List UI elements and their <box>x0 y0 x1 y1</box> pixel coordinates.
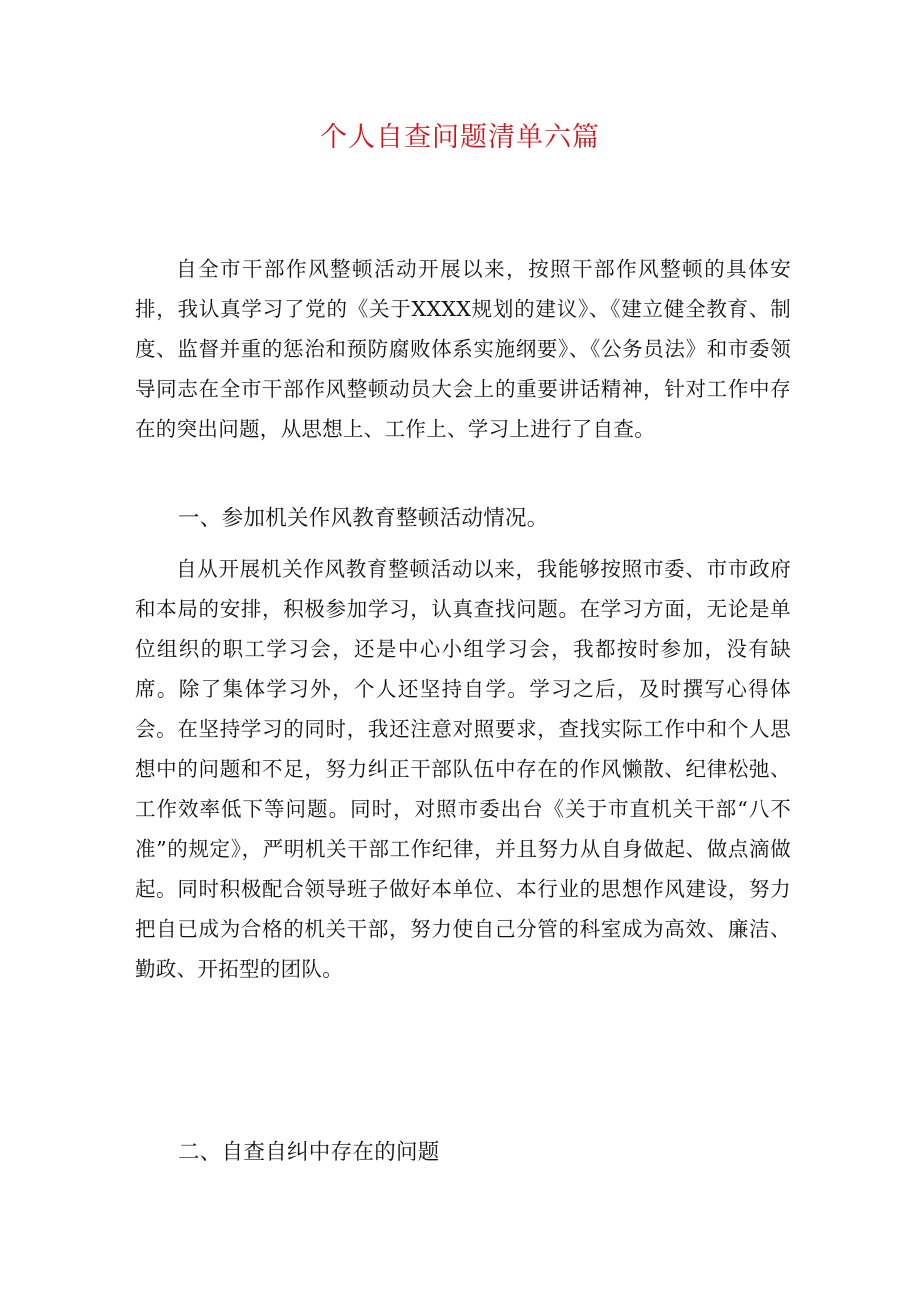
section-heading-2: 二、自查自纠中存在的问题 <box>178 1140 440 1165</box>
section-heading-1: 一、参加机关作风教育整顿活动情况。 <box>178 506 549 531</box>
document-title: 个人自查问题清单六篇 <box>320 122 600 153</box>
section-1-paragraph: 自从开展机关作风教育整顿活动以来，我能够按照市委、市市政府和本局的安排，积极参加学习，认真查找问题。在学习方面，无论是单位组织的职工学习会，还是中心小组学习会，我都按时参加，没有缺席。除了集体学习外，个人还坚持自学。学习之后，及时撰写心得体会。在坚持学习的同时，我还注意对照要求，查找实际工作中和个人思想中的问题和不足，努力纠正干部队伍中存在的作风懒散、纪律松弛、工作效率低下等问题。同时，对照市委出台《关于市直机关干部“八不准”的规定》，严明机关干部工作纪律，并且努力从自身做起、做点滴做起。同时积极配合领导班子做好本单位、本行业的思想作风建设，努力把自已成为合格的机关干部，努力使自己分管的科室成为高效、廉洁、勤政、开拓型的团队。 <box>135 557 791 981</box>
intro-paragraph: 自全市干部作风整顿活动开展以来，按照干部作风整顿的具体安排，我认真学习了党的《关于XXXX规划的建议》、《建立健全教育、制度、监督并重的惩治和预防腐败体系实施纲要》、《公务员法》和市委领导同志在全市干部作风整顿动员大会上的重要讲话精神，针对工作中存在的突出问题，从思想上、工作上、学习上进行了自查。 <box>135 257 791 441</box>
